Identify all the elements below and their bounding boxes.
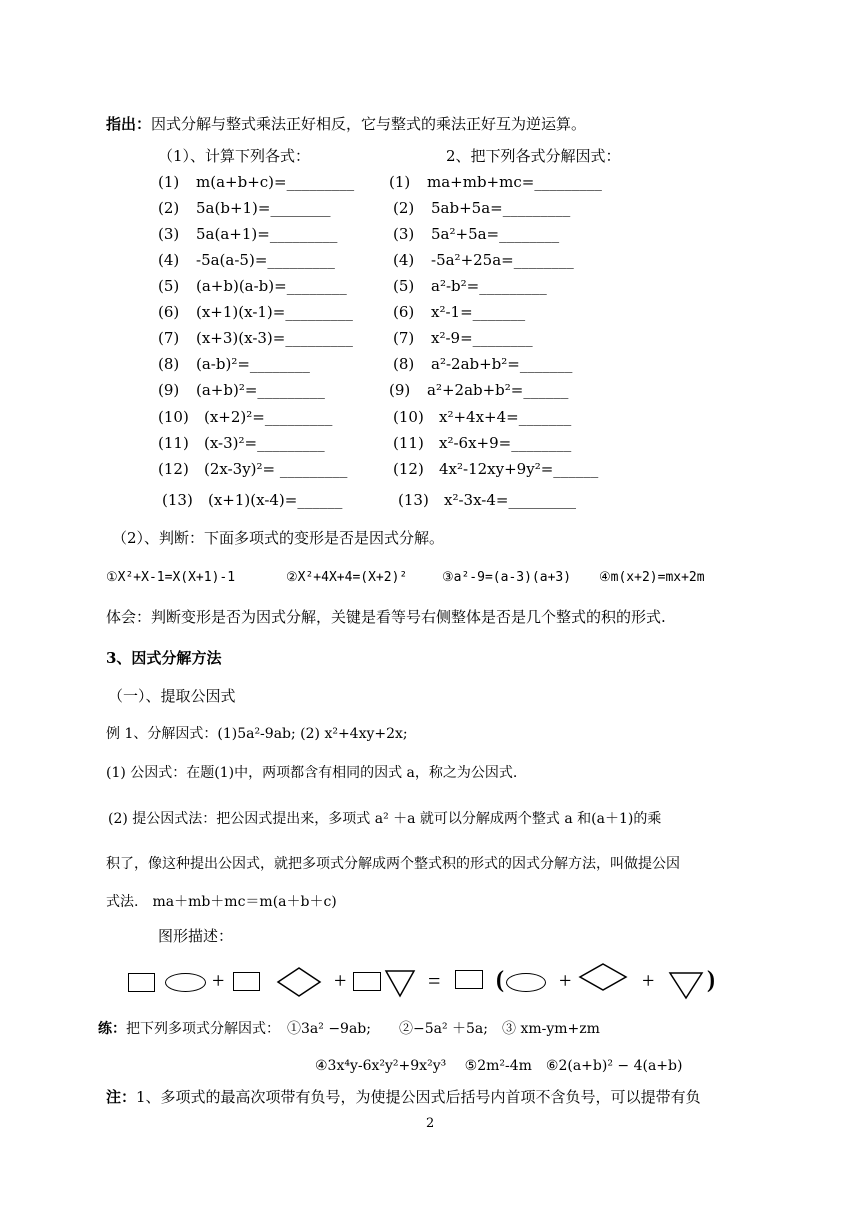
item-expression: -5a²+25a=________ — [431, 251, 574, 269]
item-number: (5) — [158, 277, 180, 295]
item-expression: x²-1=_______ — [431, 303, 526, 321]
exercise1-item — [158, 175, 354, 190]
item-expression: x²+4x+4=_______ — [439, 408, 572, 426]
item-number: (6) — [158, 303, 180, 321]
diamond-shape — [276, 966, 322, 998]
ellipse-shape — [165, 973, 206, 992]
exercise1-item — [158, 253, 335, 268]
practice-line1 — [98, 1022, 600, 1036]
exercise1-item — [158, 227, 337, 242]
plus-sign: + — [642, 968, 655, 993]
triangle-shape — [384, 968, 416, 998]
exercise2-item — [389, 175, 602, 190]
ellipse-shape — [506, 973, 546, 992]
plus-sign: + — [334, 968, 347, 993]
right-paren: ) — [707, 967, 715, 993]
item-expression: a²-2ab+b²=_______ — [431, 355, 573, 373]
item-expression: x²-9=________ — [431, 329, 533, 347]
item-number: (5) — [393, 277, 415, 295]
item-expression: -5a(a-5)=_________ — [196, 251, 335, 269]
exercise2-item — [393, 253, 574, 268]
item-number: (1) — [389, 173, 411, 191]
example-line: 例 1、分解因式：(1)5a²-9ab; (2) x²+4xy+2x; — [106, 726, 408, 742]
exercise1-title: （1）、计算下列各式： — [158, 147, 311, 165]
exercise1-item — [158, 201, 330, 216]
exercise1-item — [158, 383, 325, 398]
intro-line — [106, 117, 586, 132]
item-expression: (a+b)(a-b)=________ — [196, 277, 347, 295]
item-number: (9) — [158, 381, 180, 399]
exercise2-item — [393, 436, 571, 451]
item-expression: ma+mb+mc=_________ — [427, 173, 602, 191]
item-expression: 5a²+5a=________ — [431, 225, 560, 243]
item-number: (2) — [158, 199, 180, 217]
judge-item-1: ①X²+X-1=X(X+1)-1 — [106, 570, 236, 585]
item-number: (2) — [393, 199, 415, 217]
method-para-line2: 积了，像这种提出公因式，就把多项式分解成两个整式积的形式的因式分解方法，叫做提公因 — [106, 856, 680, 872]
item-number: (8) — [158, 355, 180, 373]
practice-line2: ④3x⁴y-6x²y²+9x²y³ ⑤2m²-4m ⑥2(a+b)² − 4(a+b) — [315, 1058, 683, 1074]
item-number: (3) — [393, 225, 415, 243]
item-expression: 5a(a+1)=_________ — [196, 225, 338, 243]
section3-title: 3、因式分解方法 — [106, 649, 222, 667]
exercise2-item — [393, 201, 570, 216]
figure-label: 图形描述： — [158, 927, 234, 945]
judge-item-2: ②X²+4X+4=(X+2)² — [286, 570, 408, 585]
item-number: (3) — [158, 225, 180, 243]
exercise1-item — [158, 279, 347, 294]
square-shape — [455, 970, 483, 989]
exercise2-title: 2、把下列各式分解因式： — [446, 147, 621, 165]
item-expression: x²-3x-4=_________ — [444, 491, 576, 509]
note-line — [106, 1090, 701, 1105]
item-expression: (a-b)²=________ — [196, 355, 310, 373]
judge-item-4: ④m(x+2)=mx+2m — [599, 570, 705, 585]
exercise1-item — [158, 436, 325, 451]
judge-item-3: ③a²-9=(a-3)(a+3) — [442, 570, 572, 585]
item-expression: (x+1)(x-4)=______ — [208, 491, 343, 509]
item-expression: a²-b²=_________ — [431, 277, 547, 295]
practice-label: 练： — [98, 1021, 126, 1037]
item-expression: (x+3)(x-3)=_________ — [196, 329, 353, 347]
exercise2-item — [398, 493, 576, 508]
item-expression: m(a+b+c)=_________ — [196, 173, 355, 191]
item-expression: 4x²-12xy+9y²=______ — [439, 460, 599, 478]
item-number: (13) — [398, 491, 429, 509]
item-expression: (2x-3y)²= _________ — [204, 460, 348, 478]
note-text: 1、多项式的最高次项带有负号，为使提公因式后括号内首项不含负号，可以提带有负 — [136, 1088, 701, 1106]
intro-label: 指出： — [106, 115, 152, 133]
square-shape — [233, 972, 260, 991]
item-expression: a²+2ab+b²=______ — [427, 381, 569, 399]
square-shape — [128, 973, 155, 992]
plus-sign: + — [212, 968, 225, 993]
exercise2-item — [389, 383, 568, 398]
exercise2-item — [393, 305, 525, 320]
method-para-line1: (2) 提公因式法：把公因式提出来，多项式 a² ＋a 就可以分解成两个整式 a 和(a＋1)的乘 — [108, 811, 662, 827]
item-number: (11) — [158, 434, 189, 452]
judge-title: （2）、判断：下面多项式的变形是否是因式分解。 — [112, 529, 445, 547]
exercise1-item — [158, 331, 353, 346]
exercise2-item — [393, 462, 598, 477]
intro-text: 因式分解与整式乘法正好相反，它与整式的乘法正好互为逆运算。 — [151, 115, 587, 133]
item-number: (11) — [393, 434, 424, 452]
item-expression: (a+b)²=_________ — [196, 381, 325, 399]
item-number: (7) — [393, 329, 415, 347]
method-para-line3: 式法. ma＋mb＋mc＝m(a＋b＋c) — [106, 894, 337, 910]
exercise1-item — [162, 493, 342, 508]
item-number: (9) — [389, 381, 411, 399]
item-number: (4) — [393, 251, 415, 269]
item-number: (6) — [393, 303, 415, 321]
item-number: (8) — [393, 355, 415, 373]
square-shape — [353, 972, 381, 991]
exercise2-item — [393, 357, 572, 372]
item-number: (10) — [158, 408, 189, 426]
experience-text: 体会：判断变形是否为因式分解，关键是看等号右侧整体是否是几个整式的积的形式. — [106, 608, 666, 626]
item-number: (12) — [158, 460, 189, 478]
triangle-shape — [668, 970, 704, 1000]
item-number: (1) — [158, 173, 180, 191]
exercise1-item — [158, 410, 332, 425]
equals-sign: = — [428, 968, 441, 993]
item-number: (7) — [158, 329, 180, 347]
item-expression: x²-6x+9=________ — [439, 434, 572, 452]
plus-sign: + — [559, 968, 572, 993]
exercise2-item — [393, 410, 571, 425]
item-expression: (x+1)(x-1)=_________ — [196, 303, 353, 321]
exercise1-item — [158, 462, 347, 477]
exercise2-item — [393, 331, 533, 346]
item-expression: (x-3)²=_________ — [204, 434, 325, 452]
diamond-shape — [578, 962, 628, 992]
left-paren: ( — [496, 967, 504, 993]
exercise2-item — [393, 227, 559, 242]
item-expression: (x+2)²=_________ — [204, 408, 333, 426]
item-expression: 5ab+5a=_________ — [431, 199, 571, 217]
exercise1-item — [158, 357, 310, 372]
common-factor-def: (1) 公因式：在题(1)中，两项都含有相同的因式 a，称之为公因式. — [106, 765, 518, 781]
item-number: (12) — [393, 460, 424, 478]
note-label: 注： — [106, 1088, 137, 1106]
exercise2-item — [393, 279, 547, 294]
page-number: 2 — [426, 1116, 435, 1131]
item-expression: 5a(b+1)=________ — [196, 199, 331, 217]
item-number: (4) — [158, 251, 180, 269]
item-number: (10) — [393, 408, 424, 426]
section3-sub: （一）、提取公因式 — [108, 687, 236, 705]
exercise1-item — [158, 305, 353, 320]
practice-text-1: 把下列多项式分解因式： ①3a² −9ab; ②−5a² ＋5a; ③ xm-ym+zm — [126, 1021, 600, 1037]
item-number: (13) — [162, 491, 193, 509]
